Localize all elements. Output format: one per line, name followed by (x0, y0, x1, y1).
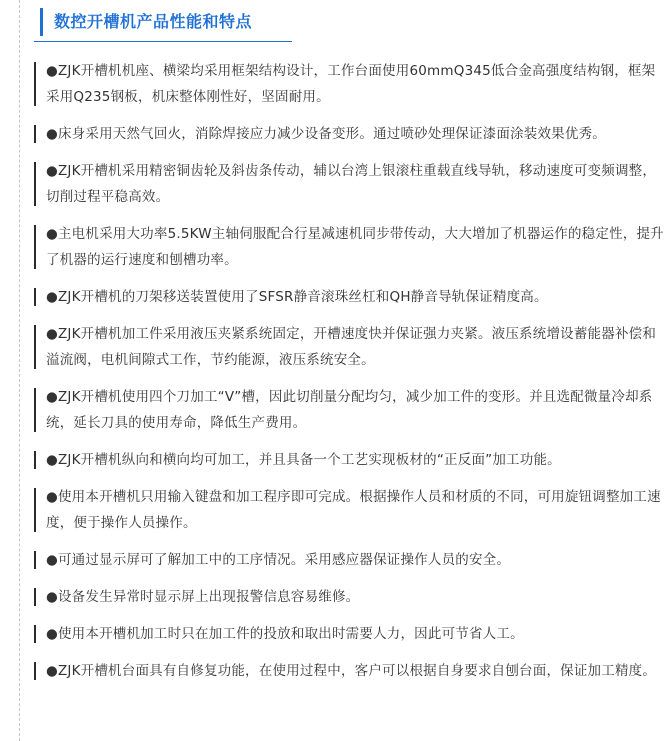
section-title: 数控开槽机产品性能和特点 (54, 12, 253, 31)
feature-item: ●床身采用天然气回火，消除焊接应力减少设备变形。通过喷砂处理保证漆面涂装效果优秀。 (34, 121, 666, 147)
feature-item: ●使用本开槽机只用输入键盘和加工程序即可完成。根据操作人员和材质的不同，可用旋钮调整加工速度，便于操作人员操作。 (34, 484, 666, 536)
feature-item: ●ZJK开槽机使用四个刀加工“V”槽，因此切削量分配均匀，减少加工件的变形。并且选配微量冷却系统，延长刀具的使用寿命，降低生产费用。 (34, 384, 666, 436)
feature-item: ●ZJK开槽机的刀架移送装置使用了SFSR静音滚珠丝杠和QH静音导轨保证精度高。 (34, 284, 666, 310)
feature-list (34, 58, 666, 695)
feature-item: ●可通过显示屏可了解加工中的工序情况。采用感应器保证操作人员的安全。 (34, 547, 666, 573)
section-header (34, 0, 294, 46)
feature-item: ●主电机采用大功率5.5KW主轴伺服配合行星减速机同步带传动，大大增加了机器运作的稳定性，提升了机器的运行速度和刨槽功率。 (34, 221, 666, 273)
feature-item: ●ZJK开槽机采用精密铜齿轮及斜齿条传动，辅以台湾上银滚柱重载直线导轨，移动速度可变频调整，切削过程平稳高效。 (34, 158, 666, 210)
left-dashed-border (19, 0, 20, 741)
feature-item: ●ZJK开槽机台面具有自修复功能，在使用过程中，客户可以根据自身要求自刨台面，保证加工精度。 (34, 658, 666, 684)
feature-item: ●设备发生异常时显示屏上出现报警信息容易维修。 (34, 584, 666, 610)
header-accent-bar (40, 8, 43, 36)
feature-item: ●ZJK开槽机机座、横梁均采用框架结构设计，工作台面使用60mmQ345低合金高强度结构钢，框架采用Q235钢板，机床整体刚性好，坚固耐用。 (34, 58, 666, 110)
feature-item: ●ZJK开槽机纵向和横向均可加工，并且具备一个工艺实现板材的“正反面”加工功能。 (34, 447, 666, 473)
feature-item: ●使用本开槽机加工时只在加工件的投放和取出时需要人力，因此可节省人工。 (34, 621, 666, 647)
feature-item: ●ZJK开槽机加工件采用液压夹紧系统固定，开槽速度快并保证强力夹紧。液压系统增设蓄能器补偿和溢流阀，电机间隙式工作，节约能源，液压系统安全。 (34, 321, 666, 373)
header-underline (34, 41, 292, 42)
